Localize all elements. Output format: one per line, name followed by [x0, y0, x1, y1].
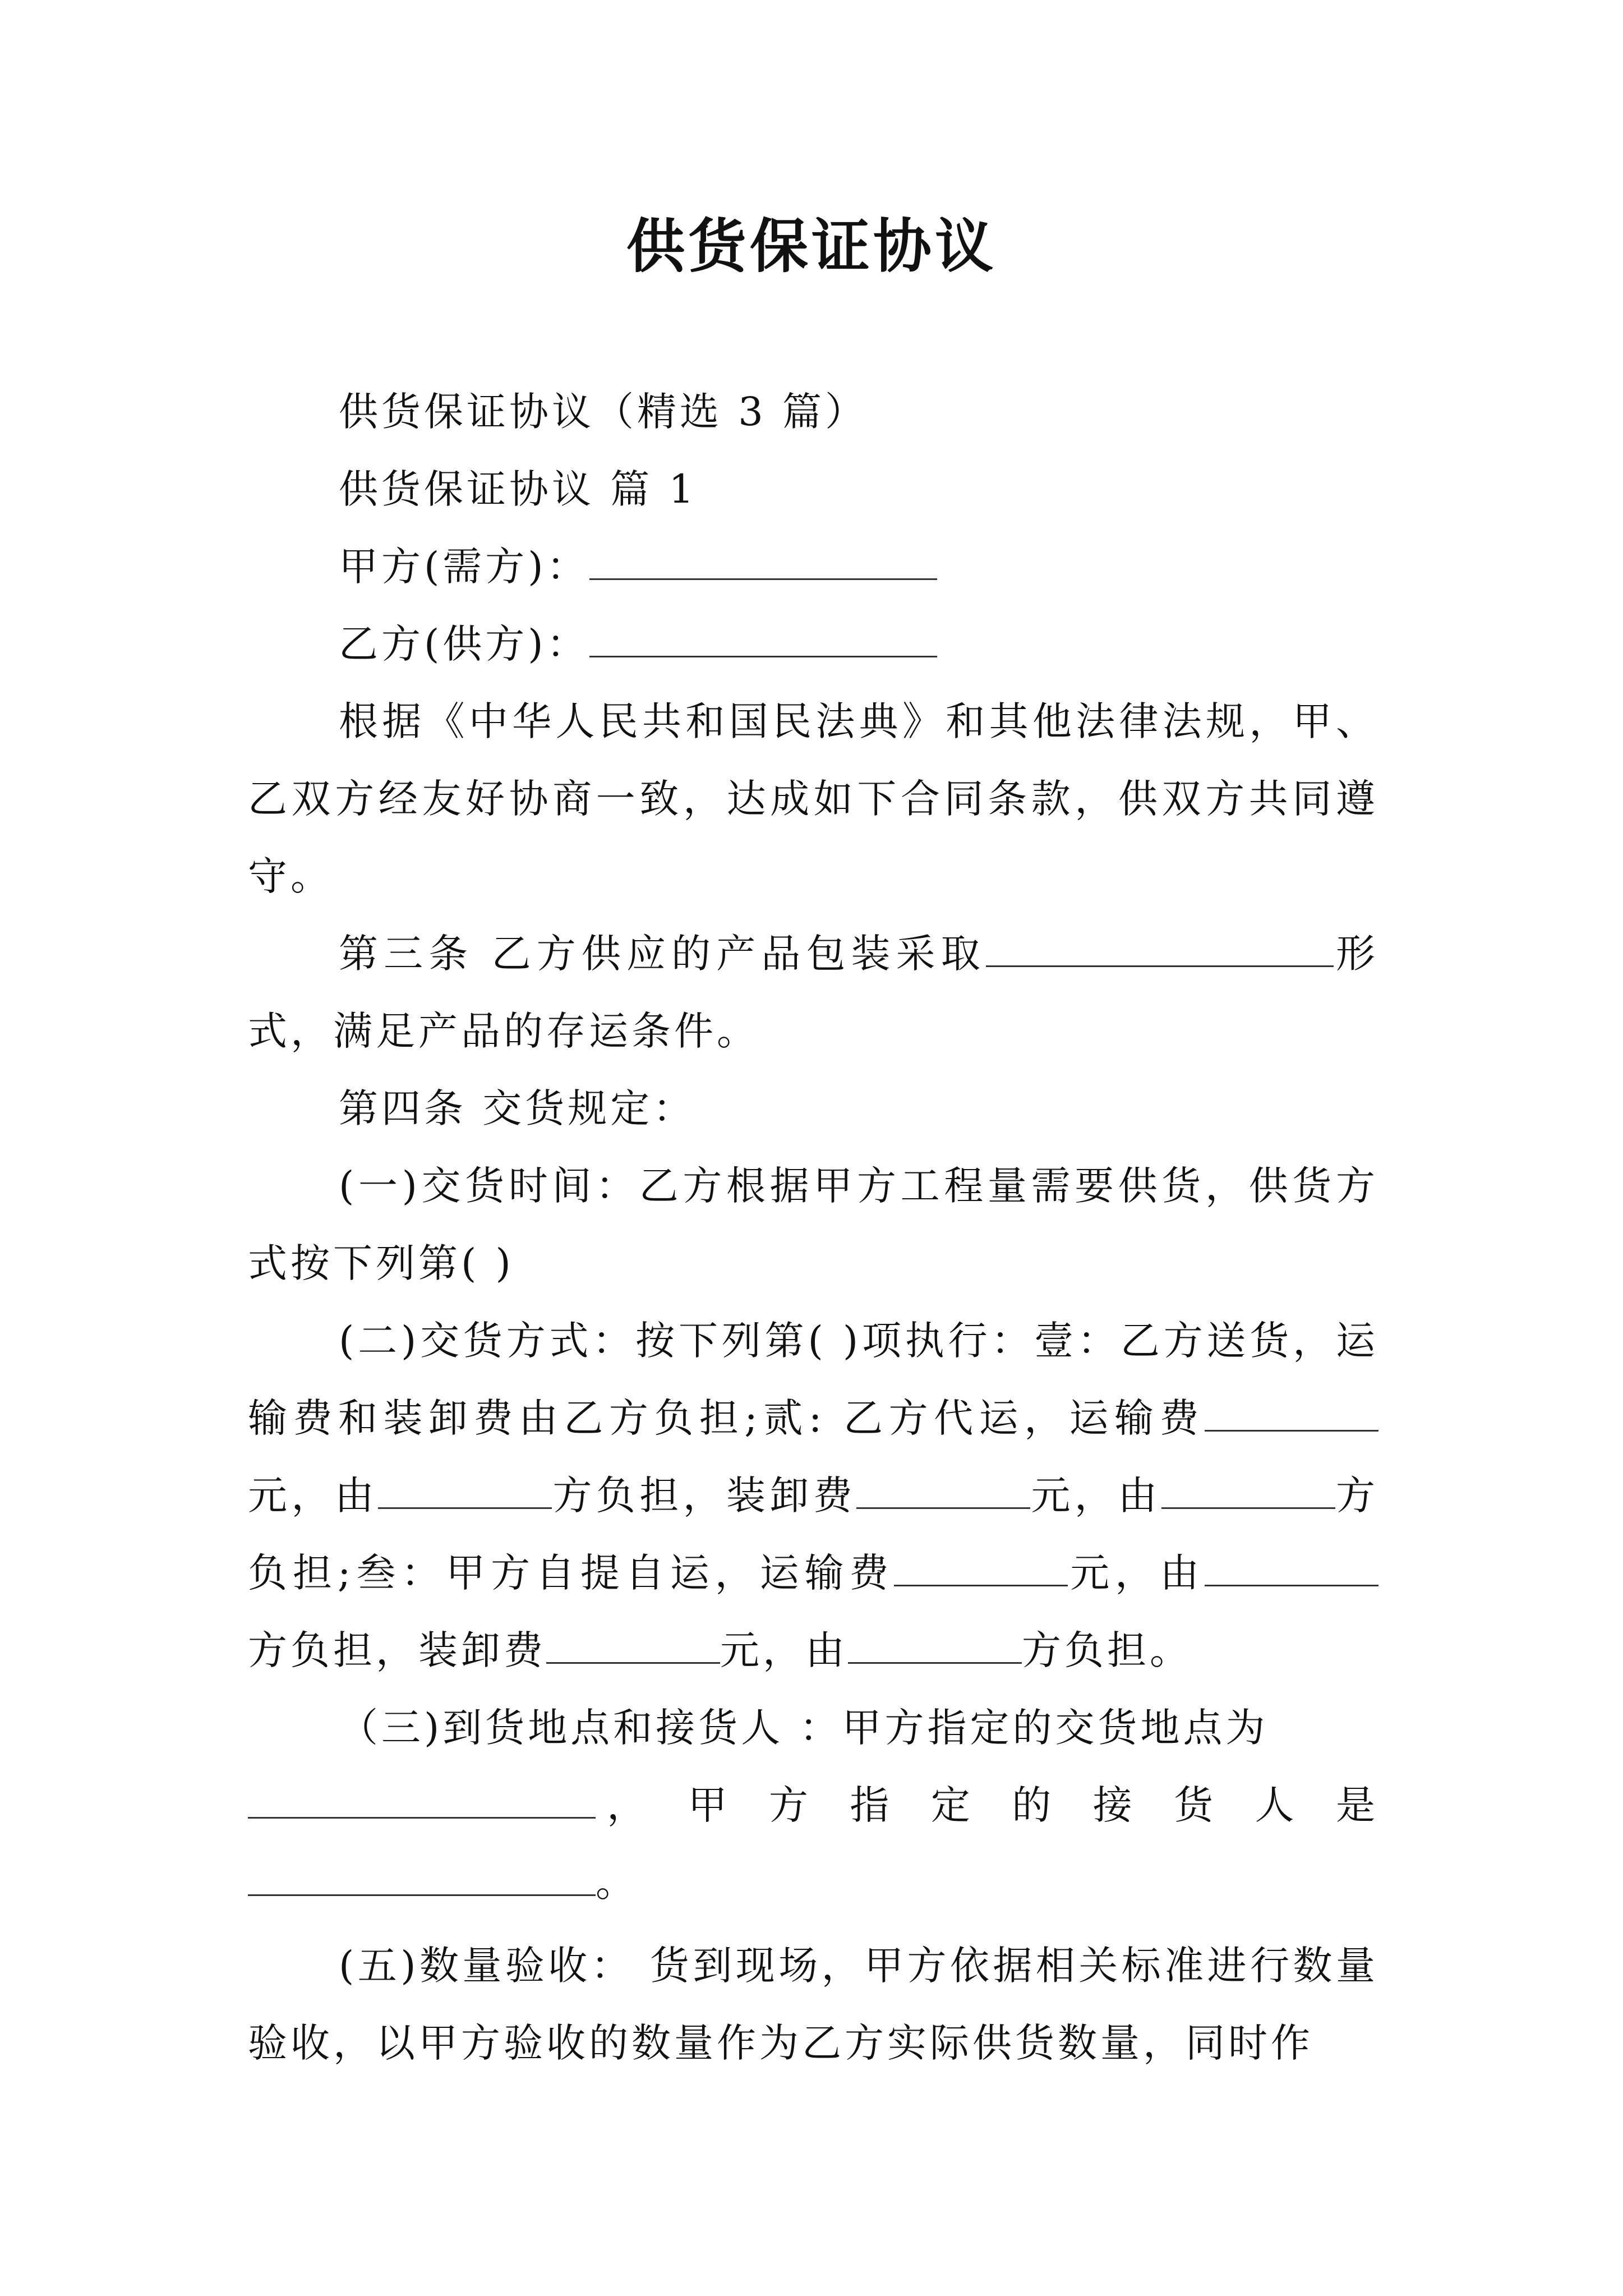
article-3-text: 第三条 乙方供应的产品包装采取 — [339, 931, 986, 977]
blank — [546, 1627, 720, 1664]
party-b-label: 乙方(供方)： — [339, 621, 589, 667]
blank — [1161, 1472, 1335, 1509]
article-4-heading: 第四条 交货规定： — [339, 1085, 696, 1131]
item-2-text: 元，由 — [1068, 1550, 1205, 1596]
item-3-text: （三)到货地点和接货人 ：甲方指定的交货地点为 — [339, 1705, 1269, 1751]
article-3-text-end: 形式，满足产品的存运条件。 — [248, 931, 1378, 1054]
item-3 — [248, 1689, 1378, 1766]
blank — [1205, 1395, 1378, 1432]
item-2-text: 方负担，装卸费 — [248, 1627, 546, 1673]
item-2 — [248, 1302, 1378, 1689]
party-a-label: 甲方(需方)： — [339, 544, 589, 590]
item-3-text-end: 。 — [596, 1860, 638, 1906]
blank — [1205, 1549, 1378, 1586]
blank — [848, 1627, 1022, 1664]
item-2-text: 方负担，装卸费 — [552, 1473, 857, 1519]
party-a-blank — [589, 543, 937, 580]
delivery-place-blank — [248, 1782, 596, 1819]
item-2-text: 元，由 — [720, 1627, 848, 1673]
item-3-line-3 — [248, 1844, 1378, 1921]
packaging-blank — [986, 930, 1334, 967]
item-3-line-2 — [248, 1766, 1378, 1844]
party-a-line — [248, 528, 1378, 605]
item-2-text: 方负担。 — [1022, 1627, 1192, 1673]
item-2-text: 元，由 — [1030, 1473, 1161, 1519]
blank — [894, 1549, 1068, 1586]
blank — [378, 1472, 552, 1509]
article-3 — [248, 915, 1378, 1070]
intro-paragraph: 根据《中华人民共和国民法典》和其他法律法规，甲、乙双方经友好协商一致，达成如下合同条款，供双方共同遵守。 — [248, 698, 1378, 899]
subtitle: 供货保证协议（精选 3 篇） — [339, 389, 868, 435]
document-body — [248, 373, 1378, 2082]
item-2-text: 元，由 — [248, 1473, 379, 1519]
item-2-text: (二)交货方式：按下列第( )项执行：壹：乙方送货，运输费和装卸费由乙方负担;贰: 乙方代运，运输费 — [248, 1318, 1378, 1441]
part-heading: 供货保证协议 篇 1 — [339, 466, 698, 512]
item-1: (一)交货时间：乙方根据甲方工程量需要供货，供货方式按下列第( ) — [248, 1163, 1378, 1286]
document-title: 供货保证协议 — [626, 211, 997, 280]
party-b-line — [248, 605, 1378, 683]
receiver-blank — [248, 1859, 596, 1896]
item-3-text: ， 甲 方 指 定 的 接 货 人 是 — [596, 1782, 1378, 1828]
spacer — [248, 1921, 1378, 1927]
party-b-blank — [589, 620, 937, 657]
item-2-text: 方负担;叁：甲方自提自运，运输费 — [248, 1473, 1378, 1596]
blank — [856, 1472, 1030, 1509]
item-5: (五)数量验收： 货到现场，甲方依据相关标准进行数量验收，以甲方验收的数量作为乙方实际供货数量，同时作 — [248, 1943, 1378, 2066]
